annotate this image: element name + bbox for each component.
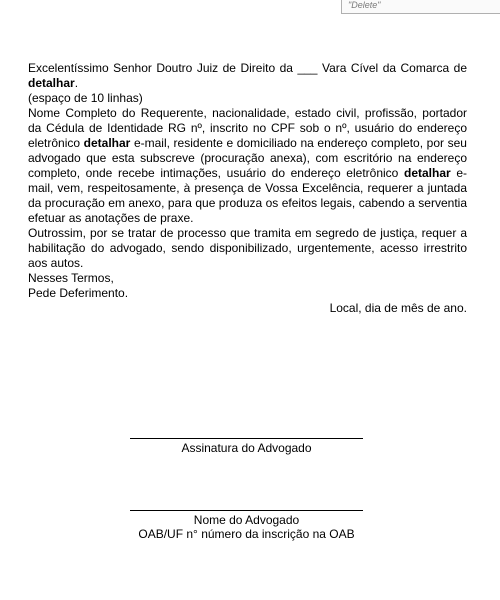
delete-note-box [341, 0, 500, 14]
body1-text-1: Nome Completo do Requerente, nacionalidade, estado civil, profissão, portador da Cédula de Identidade RG nº, inscrito no CPF sob o nº, usuário do endereço eletrônico [28, 106, 467, 150]
email-placeholder-1: detalhar [83, 136, 131, 150]
signature-block-2 [130, 510, 363, 527]
body-paragraph-2: Outrossim, por se tratar de processo que tramita em segredo de justiça, requer a habilitação do advogado, sendo disponibilizado, urgentemente, acesso irrestrito aos autos. [28, 226, 467, 270]
body1-text-2: e-mail, residente e domiciliado na endereço completo, por seu advogado que esta subscreve (procuração anexa), com escritório na endereço completo, onde recebe intimações, usuário do endereço eletrônico [28, 136, 467, 180]
delete-note-text: "Delete" [348, 0, 381, 10]
lawyer-name-label: Nome do Advogado [193, 513, 300, 527]
body-paragraph-1 [28, 106, 467, 226]
space-note: (espaço de 10 linhas) [28, 91, 143, 105]
signature-line-1 [130, 438, 363, 439]
closing-deferimento: Pede Deferimento. [28, 286, 129, 300]
petition-document [28, 61, 467, 316]
court-number-blank: ___ [297, 61, 318, 75]
signature-line-2 [130, 510, 363, 511]
oab-number-label: OAB/UF n° número da inscrição na OAB [138, 527, 355, 541]
email-placeholder-2: detalhar [403, 166, 451, 180]
address-text-2: Vara Cível da Comarca de [321, 61, 468, 75]
closing-terms: Nesses Termos, [28, 271, 114, 285]
local-date: Local, dia de mês de ano. [329, 301, 467, 315]
address-end: . [74, 76, 79, 90]
address-paragraph [28, 61, 467, 91]
comarca-placeholder: detalhar [28, 76, 75, 90]
signature-block-1 [130, 438, 363, 455]
address-text-1: Excelentíssimo Senhor Doutro Juiz de Direito da [28, 61, 293, 75]
signature-label-1: Assinatura do Advogado [181, 441, 312, 455]
body1-text-3: e-mail, vem, respeitosamente, à presença de Vossa Excelência, requerer a juntada da procuração em anexo, para que produza os efeitos legais, cabendo a serventia efetuar as anotações de praxe. [28, 166, 467, 225]
